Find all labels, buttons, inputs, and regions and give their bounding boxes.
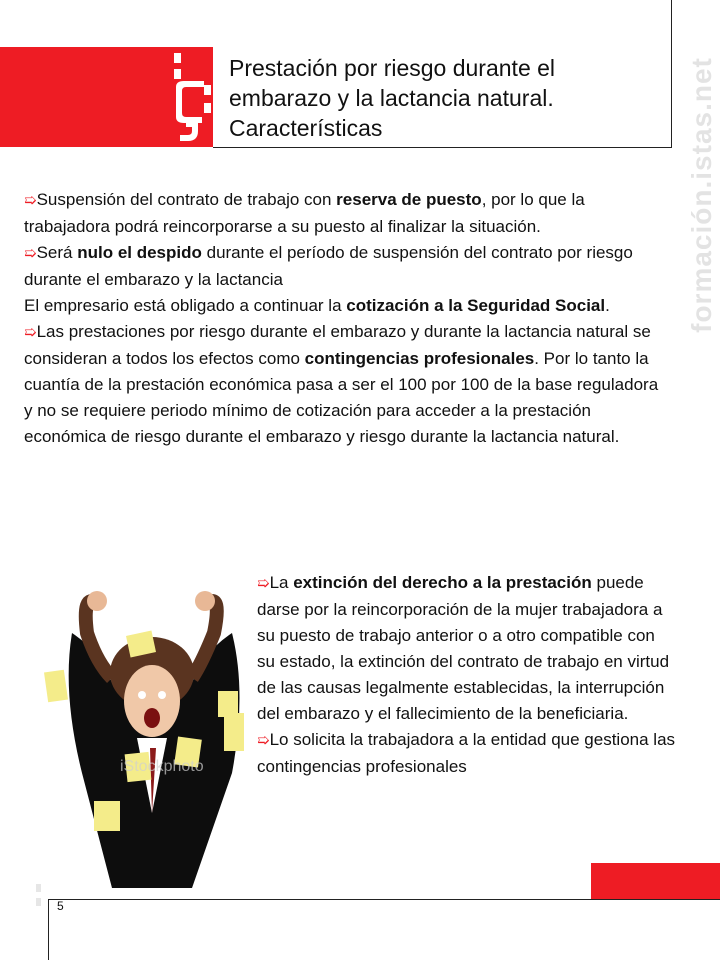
header-vertical-divider bbox=[671, 0, 672, 148]
paragraph-despido: ➯Será nulo el despido durante el período de suspensión del contrato por riesgo durante el embarazo y la lactancia bbox=[24, 243, 633, 289]
page-number: 5 bbox=[57, 899, 64, 913]
bullet-arrow-icon: ➯ bbox=[24, 245, 37, 262]
side-text-block bbox=[257, 570, 677, 780]
paragraph-contingencias: ➯Las prestaciones por riesgo durante el embarazo y durante la lactancia natural se consideran a todos los efectos como contingencias profesionales. Por lo tanto la cuantía de la prestación económica pasa a ser el 100 por 100 de la base reguladora y no se requiere periodo mínimo de cotización para acceder a la prestación económica de riesgo durante el embarazo y riesgo durante la lactancia natural. bbox=[24, 322, 659, 446]
paragraph-solicitud: ➯Lo solicita la trabajadora a la entidad que gestiona las contingencias profesionales bbox=[257, 730, 676, 776]
bullet-arrow-icon: ➯ bbox=[24, 324, 37, 341]
stressed-woman-photo bbox=[42, 573, 260, 888]
paragraph-suspension: ➯Suspensión del contrato de trabajo con reserva de puesto, por lo que la trabajadora podrá reincorporarse a su puesto al finalizar la situación. bbox=[24, 190, 585, 236]
footer-divider bbox=[48, 899, 720, 900]
istas-logo-icon bbox=[170, 51, 215, 145]
bullet-arrow-icon: ➯ bbox=[24, 192, 37, 209]
footer-red-block bbox=[591, 863, 720, 899]
bullet-arrow-icon: ➯ bbox=[257, 575, 270, 592]
footer-vertical-line bbox=[48, 899, 49, 960]
vertical-site-url: formación.istas.net bbox=[686, 57, 717, 333]
paragraph-cotizacion: El empresario está obligado a continuar la cotización a la Seguridad Social. bbox=[24, 296, 610, 315]
bullet-arrow-icon: ➯ bbox=[257, 732, 270, 749]
page-title: Prestación por riesgo durante el embarazo y la lactancia natural. Características bbox=[229, 55, 556, 141]
logo-dots-icon bbox=[36, 884, 42, 908]
paragraph-extincion: ➯La extinción del derecho a la prestación puede darse por la reincorporación de la mujer trabajadora a su puesto de trabajo anterior o a otro compatible con su estado, la extinción del contrato de trabajo en virtud de las causas legalmente establecidas, la interrupción del embarazo y el fallecimiento de la beneficiaria. bbox=[257, 573, 670, 723]
main-text-block bbox=[24, 187, 660, 450]
photo-watermark: iStockphoto bbox=[120, 758, 204, 775]
header-red-band bbox=[0, 47, 213, 147]
